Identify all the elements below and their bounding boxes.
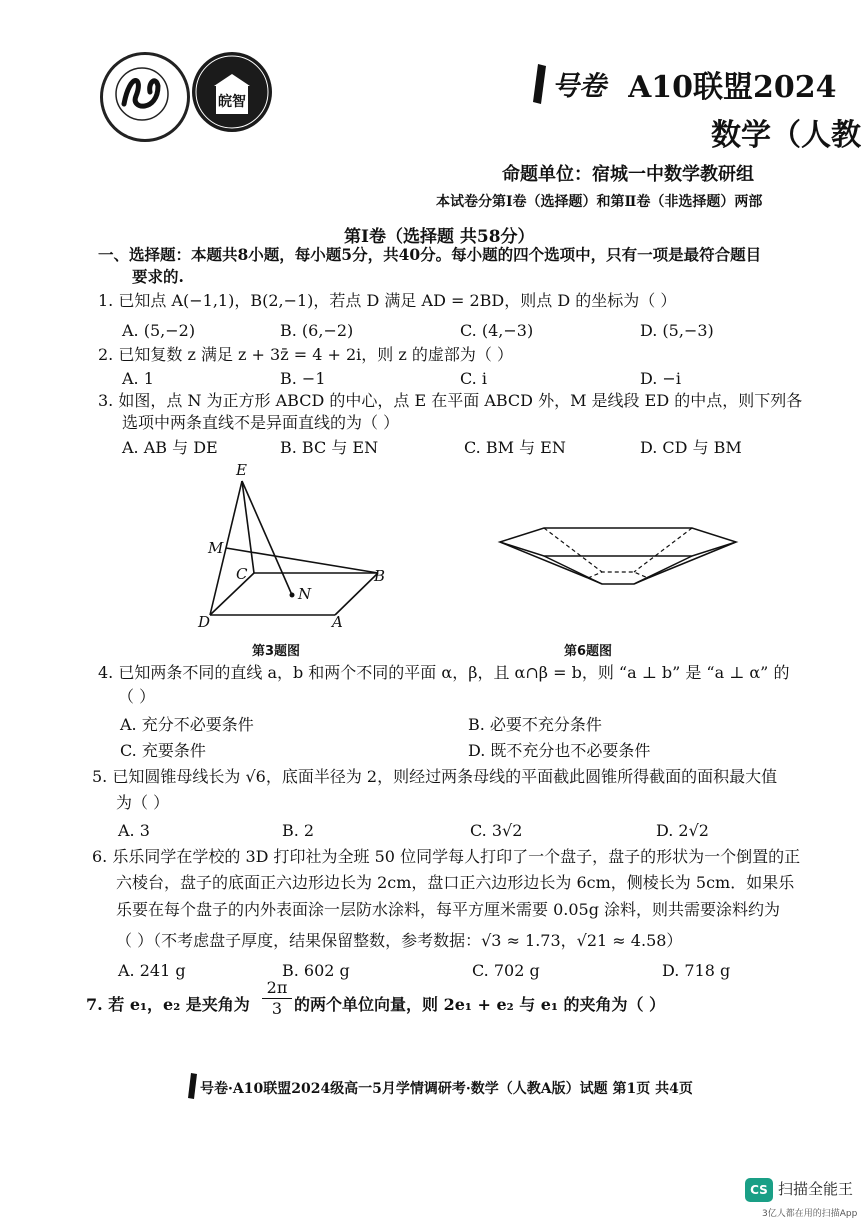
q6-stem-line2: 六棱台，盘子的底面正六边形边长为 2cm，盘口正六边形边长为 6cm，侧棱长为 5cm．如果乐 xyxy=(116,873,795,892)
q5-option-b[interactable]: B. 2 xyxy=(282,821,315,840)
q7-frac-num: 2π xyxy=(262,978,292,999)
q6-option-a[interactable]: A. 241 g xyxy=(118,961,186,980)
q7-stem: 7. 若 e₁，e₂ 是夹角为 xyxy=(86,995,250,1014)
brand-mark: 号卷 xyxy=(552,71,606,102)
scanner-name: 扫描全能王 xyxy=(778,1180,854,1198)
alliance-logo xyxy=(100,52,190,142)
footer-text: 号卷·A10联盟2024级高一5月学情调研考·数学（人教A版）试题 第1页 共4页 xyxy=(200,1081,693,1097)
q5-stem-cont: 为（ ） xyxy=(116,793,170,812)
q1-stem: 1. 已知点 A(−1,1)，B(2,−1)，若点 D 满足 AD = 2BD，则点 D 的坐标为（ ） xyxy=(98,291,677,310)
fig3-label-e: E xyxy=(236,461,247,479)
q3-stem: 3. 如图，点 N 为正方形 ABCD 的中心，点 E 在平面 ABCD 外，M 是线段 ED 的中点，则下列各 xyxy=(98,391,803,410)
q2-stem: 2. 已知复数 z 满足 z + 3z̄ = 4 + 2i，则 z 的虚部为（ ） xyxy=(98,345,513,364)
paper-intro: 本试卷分第Ⅰ卷（选择题）和第Ⅱ卷（非选择题）两部 xyxy=(436,194,763,210)
q1-option-c[interactable]: C. (4,−3) xyxy=(460,321,534,340)
fig3-label-c: C xyxy=(236,565,248,583)
q2-option-b[interactable]: B. −1 xyxy=(280,369,326,388)
q1-option-d[interactable]: D. (5,−3) xyxy=(640,321,714,340)
figure-q3-caption: 第3题图 xyxy=(252,644,301,659)
scanner-sub: 3亿人都在用的扫描App xyxy=(762,1209,858,1219)
figure-q6 xyxy=(492,520,742,610)
fig3-label-d: D xyxy=(198,613,211,631)
q7-fraction xyxy=(262,978,292,1019)
organizer: 命题单位：宿城一中数学教研组 xyxy=(502,164,754,185)
fig3-label-m: M xyxy=(208,539,224,557)
q2-option-a[interactable]: A. 1 xyxy=(122,369,154,388)
fig3-label-b: B xyxy=(374,567,386,585)
q5-option-d[interactable]: D. 2√2 xyxy=(656,821,709,840)
figure-q6-caption: 第6题图 xyxy=(564,644,613,659)
q3-option-d[interactable]: D. CD 与 BM xyxy=(640,438,742,457)
scanner-badge xyxy=(745,1178,773,1202)
part-heading-cont: 要求的. xyxy=(132,267,184,286)
q7-stem-cont: 的两个单位向量，则 2e₁ + e₂ 与 e₁ 的夹角为（ ） xyxy=(294,995,666,1014)
q1-option-b[interactable]: B. (6,−2) xyxy=(280,321,354,340)
q7-frac-den: 3 xyxy=(271,999,283,1018)
q1-option-a[interactable]: A. (5,−2) xyxy=(122,321,196,340)
q6-stem: 6. 乐乐同学在学校的 3D 打印社为全班 50 位同学每人打印了一个盘子，盘子的形状为一个倒置的正 xyxy=(92,847,801,866)
footer-mark-icon xyxy=(186,1072,198,1100)
q5-option-c[interactable]: C. 3√2 xyxy=(470,821,523,840)
brand-title: A10联盟2024 xyxy=(628,70,837,105)
q4-option-a[interactable]: A. 充分不必要条件 xyxy=(120,715,254,734)
q5-stem: 5. 已知圆锥母线长为 √6，底面半径为 2，则经过两条母线的平面截此圆锥所得截面的面积最大值 xyxy=(92,767,778,786)
q4-stem-cont: （ ） xyxy=(118,687,156,706)
subject-title: 数学（人教 xyxy=(711,118,861,153)
q4-option-b[interactable]: B. 必要不充分条件 xyxy=(468,715,602,734)
q3-option-c[interactable]: C. BM 与 EN xyxy=(464,438,566,457)
fig3-label-a: A xyxy=(332,613,343,631)
q2-option-d[interactable]: D. −i xyxy=(640,369,681,388)
wanzhi-logo-char: 皖智 xyxy=(218,94,246,110)
scanner-badge-text: CS xyxy=(750,1183,768,1197)
part-heading: 一、选择题：本题共8小题，每小题5分，共40分。每小题的四个选项中，只有一项是最符合题目 xyxy=(98,245,762,264)
q6-stem-line4: （ ）（不考虑盘子厚度，结果保留整数，参考数据：√3 ≈ 1.73，√21 ≈ 4.58） xyxy=(116,931,683,950)
q4-option-c[interactable]: C. 充要条件 xyxy=(120,741,206,760)
q3-option-b[interactable]: B. BC 与 EN xyxy=(280,438,379,457)
wanzhi-logo xyxy=(192,52,272,132)
q6-option-c[interactable]: C. 702 g xyxy=(472,961,540,980)
brand-mark-icon xyxy=(530,62,548,106)
figure-q3 xyxy=(190,455,400,635)
q2-option-c[interactable]: C. i xyxy=(460,369,487,388)
q4-stem: 4. 已知两条不同的直线 a，b 和两个不同的平面 α，β，且 α∩β = b，则 “a ⊥ b” 是 “a ⊥ α” 的 xyxy=(98,663,790,682)
section-title: 第Ⅰ卷（选择题 共58分） xyxy=(344,227,535,247)
q4-option-d[interactable]: D. 既不充分也不必要条件 xyxy=(468,741,651,760)
q6-option-b[interactable]: B. 602 g xyxy=(282,961,350,980)
q5-option-a[interactable]: A. 3 xyxy=(118,821,150,840)
q6-stem-line3: 乐要在每个盘子的内外表面涂一层防水涂料，每平方厘米需要 0.05g 涂料，则共需要涂料约为 xyxy=(116,900,781,919)
fig3-label-n: N xyxy=(298,585,312,603)
q6-option-d[interactable]: D. 718 g xyxy=(662,961,731,980)
q3-stem-cont: 选项中两条直线不是异面直线的为（ ） xyxy=(122,413,400,432)
q3-option-a[interactable]: A. AB 与 DE xyxy=(122,438,218,457)
